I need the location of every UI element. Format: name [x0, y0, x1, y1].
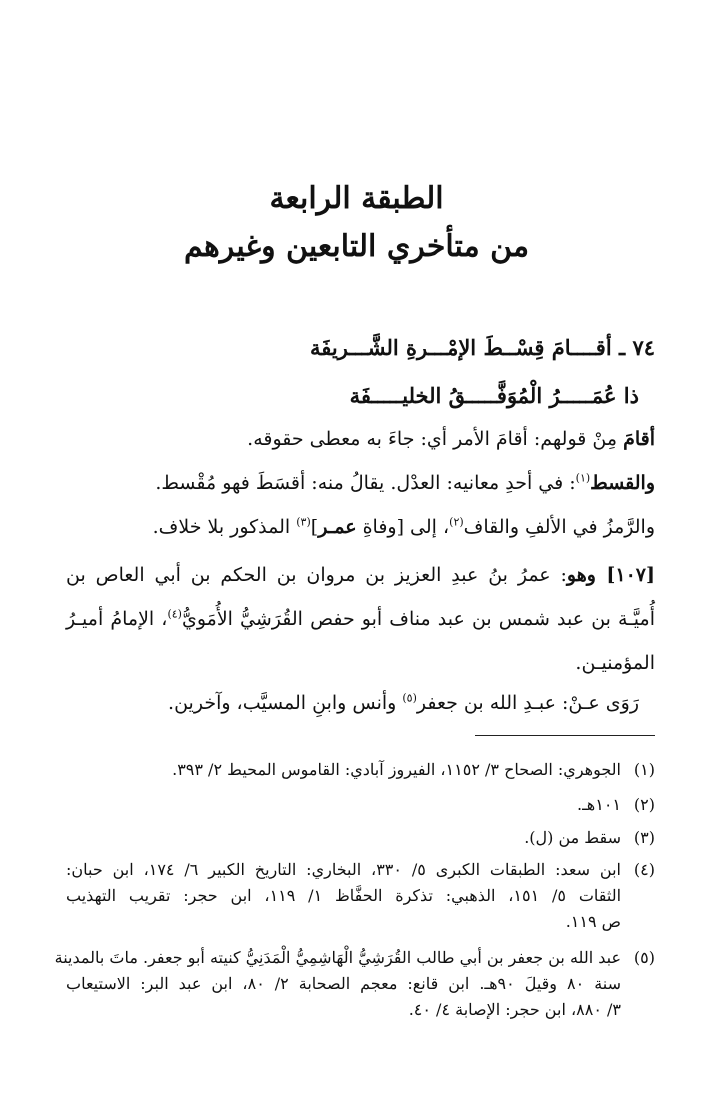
footnote-text: الجوهري: الصحاح ٣/ ١١٥٢، الفيروز آبادي: القاموس المحيط ٢/ ٣٩٣. [172, 760, 621, 779]
footnote-4-continuation: ص ١١٩. [565, 912, 621, 931]
commentary-line-3 [66, 512, 655, 542]
biography-text: : عمرُ بنُ عبدِ العزيز بن مروان بن الحكم بن أبي العاص بن [66, 564, 567, 586]
footnote-text: ١٠١هـ. [577, 795, 621, 814]
biography-text: أُميَّـة بن عبد شمس بن عبد مناف أبو حفص القُرَشِيُّ الأُمَويُّ [181, 608, 655, 630]
commentary-text: ] [310, 516, 319, 538]
footnote-marker[interactable]: (٢) [449, 515, 464, 529]
footnote-number: (٥) [633, 948, 655, 967]
biography-line-3: المؤمنيـن. [575, 652, 655, 674]
footnote-marker[interactable]: (٣) [296, 515, 311, 529]
commentary-text: ، إلى [وفاةِ [356, 516, 450, 538]
chapter-heading-line-2: من متأخري التابعين وغيرهم [183, 229, 530, 264]
biography-line-1 [66, 560, 655, 590]
footnote-4-continuation: الثقات ٥/ ١٥١، الذهبي: تذكرة الحفَّاظ ١/ ١١٩، ابن حجر: تقريب التهذيب [66, 886, 622, 905]
footnote-divider [475, 735, 655, 736]
footnote-5-continuation: سنة ٨٠ وقيلَ ٩٠هـ. ابن قانع: معجم الصحابة ٢/ ٨٠، ابن عبد البر: الاستيعاب [66, 974, 622, 993]
footnote-2 [66, 792, 655, 818]
commentary-keyword: والقسط [590, 472, 655, 494]
commentary-text: والرَّمزُ في الألفِ والقاف [463, 516, 655, 538]
chapter-heading-line-1: الطبقة الرابعة [269, 181, 444, 216]
commentary-text: : في أحدِ معانيه: العدْل. يقالُ منه: أقسَطَ فهو مُقْسط. [155, 472, 576, 494]
footnote-1 [66, 757, 655, 783]
commentary-line-2 [66, 468, 655, 498]
narrators-line [66, 688, 639, 718]
entry-number: [١٠٧] وهو [566, 564, 655, 586]
footnote-number: (١) [633, 760, 655, 779]
biography-text: ، الإمامُ أميـرُ [66, 608, 168, 630]
footnote-marker[interactable]: (٤) [167, 607, 182, 621]
footnote-3 [66, 825, 655, 851]
biography-line-2 [66, 604, 655, 634]
footnote-text: ابن سعد: الطبقات الكبرى ٥/ ٣٣٠، البخاري: التاريخ الكبير ٦/ ١٧٤، ابن حبان: [66, 860, 621, 879]
poem-verse-first-hemistich: ٧٤ ـ أقــــامَ قِسْــطَ الإمْـــرةِ الشَّـــريفَة [309, 335, 655, 360]
commentary-keyword: عمـر [318, 516, 357, 538]
footnote-marker[interactable]: (٥) [402, 691, 417, 705]
footnote-text: سقط من (ل). [524, 828, 621, 847]
footnote-text: عبد الله بن جعفر بن أبي طالب القُرَشِيُّ الْهَاشِمِيُّ الْمَدَنِيُّ كنيته أبو جعفر. ماتَ بالمدينة [54, 948, 621, 967]
narrators-text: وأنس وابنِ المسيَّب، وآخرين. [168, 692, 403, 714]
footnote-5-continuation: ٣/ ٨٨٠، ابن حجر: الإصابة ٤/ ٤٠. [408, 1000, 621, 1019]
footnote-5 [54, 945, 655, 971]
footnote-number: (٣) [633, 828, 655, 847]
commentary-line-1 [66, 424, 655, 454]
poem-verse-second-hemistich: ذا عُمَـــــرُ الْمُوَفَّـــــقُ الخليـــــفَة [349, 383, 639, 408]
commentary-text: مِنْ قولهم: أقامَ الأمر أي: جاءَ به معطى حقوقه. [247, 428, 624, 450]
footnote-4 [66, 857, 655, 883]
commentary-text: المذكور بلا خلاف. [152, 516, 297, 538]
commentary-keyword: أقامَ [623, 428, 655, 450]
narrators-text: رَوَى عـنْ: عبـدِ الله بن جعفر [416, 692, 639, 714]
footnote-number: (٢) [633, 795, 655, 814]
footnote-marker[interactable]: (١) [575, 471, 591, 485]
footnote-number: (٤) [633, 860, 655, 879]
